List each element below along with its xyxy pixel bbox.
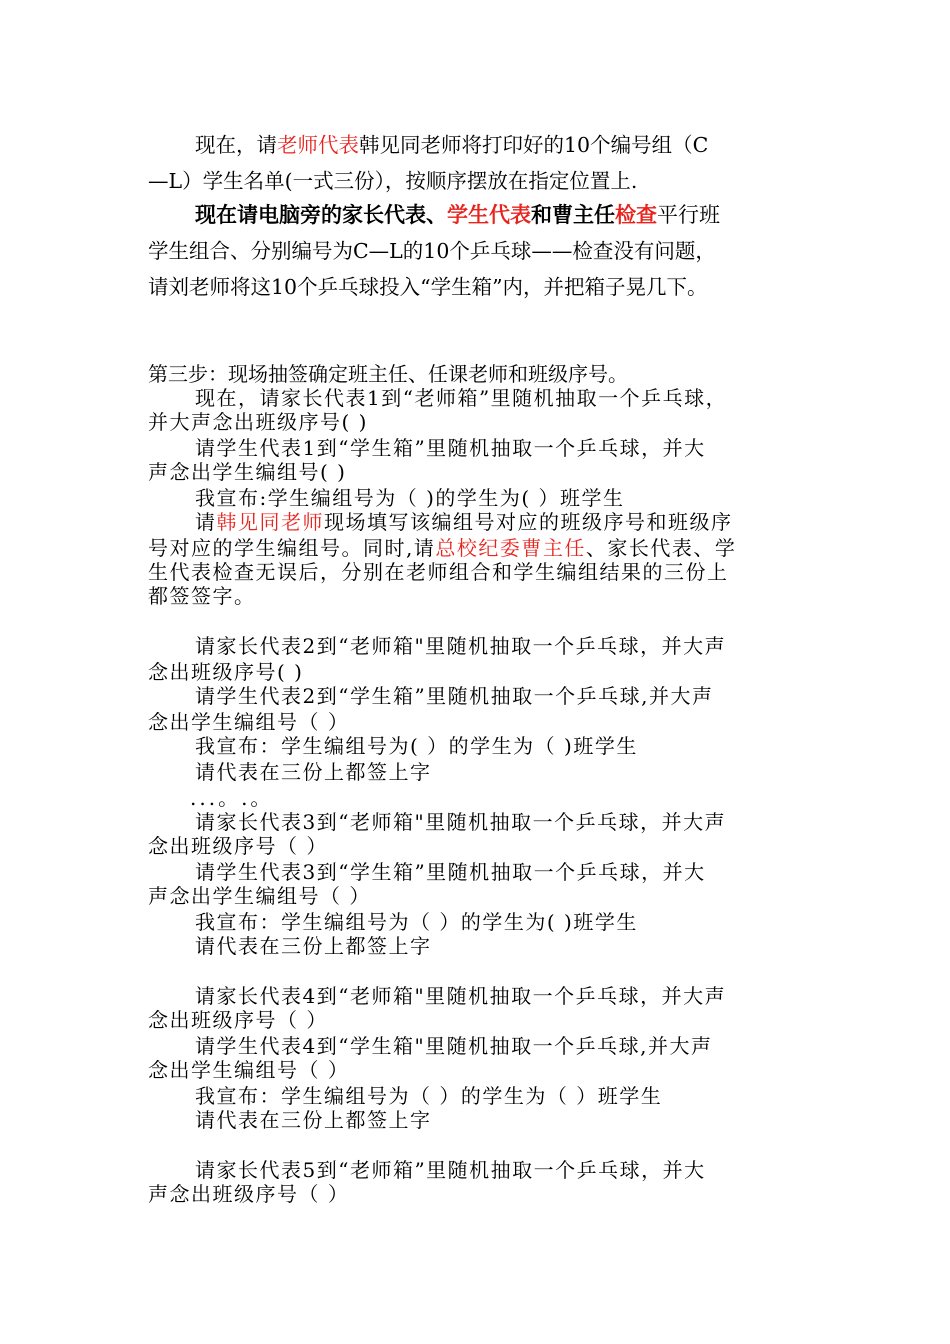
round3-line: 请学生代表3到“学生箱”里随机抽取一个乒乓球，并大 [195, 860, 706, 884]
highlight-student-representative: 学生代表 [447, 203, 531, 227]
round3-line: 请家长代表3到“老师箱"里随机抽取一个乒乓球，并大声 [195, 810, 727, 834]
text: 平行班 [657, 203, 720, 227]
text: 号对应的学生编组号。同时,请 [148, 536, 436, 560]
para1-line2: —L）学生名单(一式三份），按顺序摆放在指定位置上. [148, 169, 638, 193]
round2-line: 念出班级序号( ) [148, 660, 304, 684]
ellipsis: ...。.。 [190, 786, 274, 810]
step3-line: 请学生代表1到“学生箱”里随机抽取一个乒乓球，并大 [195, 436, 706, 460]
round2-line: 念出学生编组号（ ） [148, 710, 350, 734]
step3-line: 都签签字。 [148, 584, 256, 608]
round4-line: 念出班级序号（ ） [148, 1008, 328, 1032]
highlight-discipline-director: 总校纪委曹主任 [435, 536, 586, 560]
text: 现在请电脑旁的家长代表、 [195, 203, 447, 227]
highlight-teacher-representative: 老师代表 [277, 133, 359, 157]
step3-line [195, 510, 733, 534]
step3-line: 声念出学生编组号( ) [148, 460, 347, 484]
text: 、家长代表、学 [585, 536, 737, 560]
highlight-check: 检查 [615, 203, 657, 227]
text: 和曹主任 [531, 203, 615, 227]
text: 请 [195, 510, 217, 534]
step3-announcement: 我宣布:学生编组号为（ )的学生为( ）班学生 [195, 486, 625, 510]
step3-line: 生代表检查无误后，分别在老师组合和学生编组结果的三份上 [148, 560, 729, 584]
round2-line: 请家长代表2到“老师箱"里随机抽取一个乒乓球，并大声 [195, 634, 727, 658]
para1-line1 [195, 130, 708, 160]
round4-line: 念出学生编组号（ ） [148, 1058, 350, 1082]
step3-line: 现在，请家长代表1到“老师箱”里随机抽取一个乒乓球， [195, 386, 728, 410]
para2-line3: 请刘老师将这10个乒乓球投入“学生箱”内，并把箱子晃几下。 [148, 275, 708, 299]
round3-line: 声念出学生编组号（ ） [148, 884, 371, 908]
round2-sign: 请代表在三份上都签上字 [195, 760, 432, 784]
round4-line: 请家长代表4到“老师箱"里随机抽取一个乒乓球，并大声 [195, 984, 727, 1008]
round4-line: 请学生代表4到“学生箱"里随机抽取一个乒乓球,并大声 [195, 1034, 713, 1058]
step3-heading: 第三步：现场抽签确定班主任、任课老师和班级序号。 [148, 362, 628, 386]
round5-line: 声念出班级序号（ ） [148, 1182, 350, 1206]
round2-line: 请学生代表2到“学生箱”里随机抽取一个乒乓球,并大声 [195, 684, 714, 708]
step3-line: 并大声念出班级序号( ) [148, 410, 368, 434]
round2-announcement: 我宣布：学生编组号为( ）的学生为（ )班学生 [195, 734, 638, 758]
round4-sign: 请代表在三份上都签上字 [195, 1108, 432, 1132]
text: 现在，请 [195, 133, 277, 157]
para2-line1 [195, 200, 720, 230]
text: 韩见同老师将打印好的10个编号组（C [359, 133, 709, 157]
step3-line [148, 536, 736, 560]
round3-announcement: 我宣布：学生编组号为（ ）的学生为( )班学生 [195, 910, 638, 934]
highlight-teacher-name: 韩见同老师 [216, 510, 324, 534]
round5-line: 请家长代表5到“老师箱”里随机抽取一个乒乓球，并大 [195, 1158, 706, 1182]
round4-announcement: 我宣布：学生编组号为（ ）的学生为（ ）班学生 [195, 1084, 663, 1108]
text: 现场填写该编组号对应的班级序号和班级序 [324, 510, 733, 534]
round3-sign: 请代表在三份上都签上字 [195, 934, 432, 958]
round3-line: 念出班级序号（ ） [148, 834, 328, 858]
para2-line2: 学生组合、分别编号为C—L的10个乒乓球——检查没有问题， [148, 239, 716, 263]
